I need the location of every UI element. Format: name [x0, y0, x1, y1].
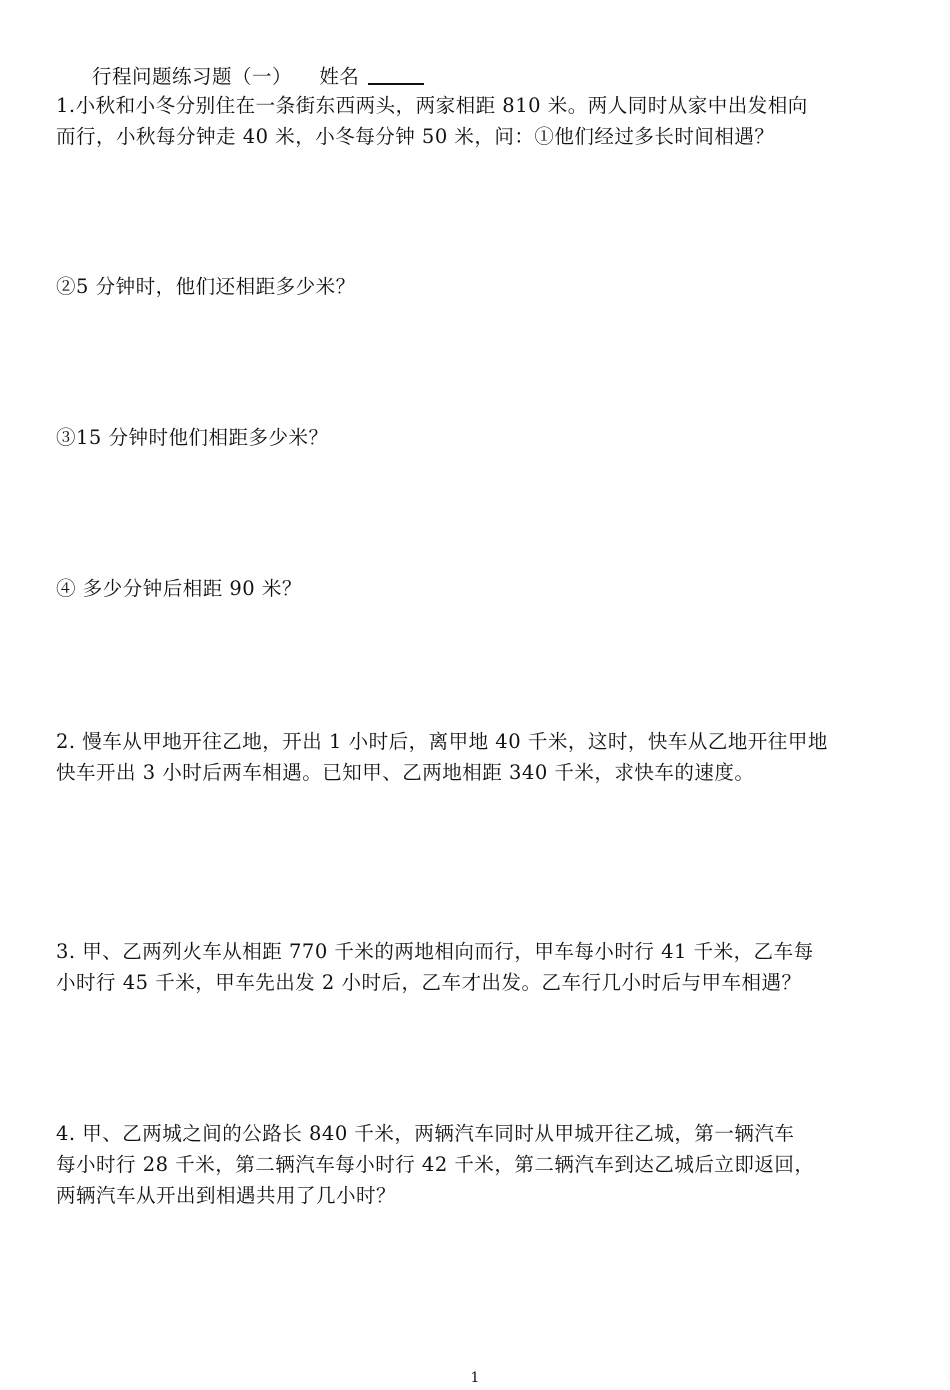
problem-1-line-1: 1.小秋和小冬分别住在一条街东西两头，两家相距 810 米。两人同时从家中出发相向	[56, 94, 808, 117]
name-blank-field	[368, 63, 424, 85]
problem-2-line-1: 2. 慢车从甲地开往乙地，开出 1 小时后，离甲地 40 千米，这时，快车从乙地开往甲地	[56, 730, 828, 753]
problem-1-line-2: 而行，小秋每分钟走 40 米，小冬每分钟 50 米，问：①他们经过多长时间相遇？	[56, 125, 775, 148]
problem-3-line-2: 小时行 45 千米，甲车先出发 2 小时后，乙车才出发。乙车行几小时后与甲车相遇？	[56, 971, 802, 994]
worksheet-header	[92, 63, 424, 90]
problem-4-line-3: 两辆汽车从开出到相遇共用了几小时？	[56, 1184, 397, 1207]
problem-3-line-1: 3. 甲、乙两列火车从相距 770 千米的两地相向而行，甲车每小时行 41 千米，乙车每	[56, 940, 814, 963]
problem-4-line-1: 4. 甲、乙两城之间的公路长 840 千米，两辆汽车同时从甲城开往乙城，第一辆汽车	[56, 1122, 795, 1145]
page-number: 1	[470, 1370, 480, 1386]
problem-4-line-2: 每小时行 28 千米，第二辆汽车每小时行 42 千米，第二辆汽车到达乙城后立即返回，	[56, 1153, 815, 1176]
worksheet-title: 行程问题练习题（一）	[92, 65, 293, 88]
problem-1-subquestion-3: ③15 分钟时他们相距多少米？	[56, 426, 329, 449]
name-label: 姓名	[319, 65, 360, 88]
problem-1-subquestion-2: ②5 分钟时，他们还相距多少米？	[56, 275, 356, 298]
problem-2-line-2: 快车开出 3 小时后两车相遇。已知甲、乙两地相距 340 千米，求快车的速度。	[56, 761, 755, 784]
problem-1-subquestion-4: ④ 多少分钟后相距 90 米？	[56, 577, 302, 600]
